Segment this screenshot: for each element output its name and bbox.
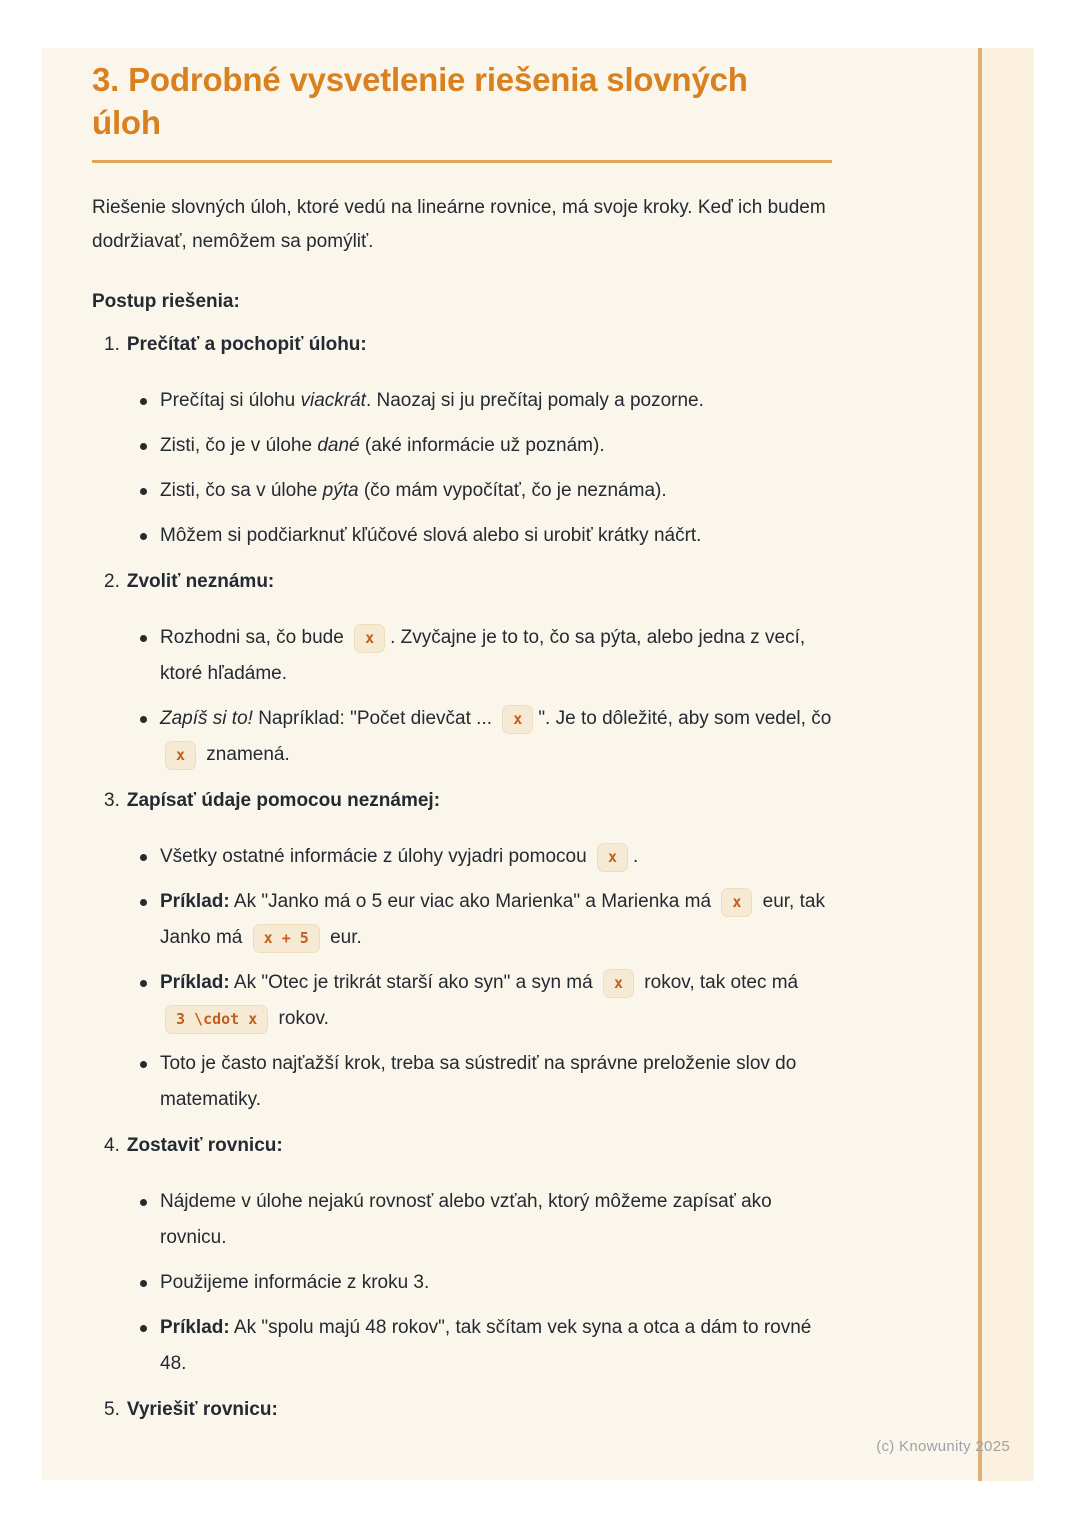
- copyright-footer: (c) Knowunity 2025: [876, 1438, 1010, 1455]
- step-heading: [104, 327, 832, 363]
- step-heading: [104, 783, 832, 819]
- math-chip: x + 5: [253, 924, 320, 953]
- steps-heading: Postup riešenia:: [92, 291, 240, 312]
- side-panel: [978, 48, 1034, 1481]
- bullet-item: Použijeme informácie z kroku 3.: [140, 1265, 832, 1301]
- math-chip: x: [721, 888, 752, 917]
- document-card: [42, 48, 978, 1480]
- step-item: [104, 327, 832, 554]
- bullet-item: Zisti, čo sa v úlohe pýta (čo mám vypočítať, čo je neznáma).: [140, 473, 832, 509]
- bold-text: Príklad:: [160, 1317, 230, 1338]
- bullet-item: Všetky ostatné informácie z úlohy vyjadri pomocou x .: [140, 839, 832, 875]
- step-number: 4.: [104, 1135, 120, 1156]
- bullet-item: Príklad: Ak "Janko má o 5 eur viac ako Marienka" a Marienka má x eur, tak Janko má x + 5 eur.: [140, 884, 832, 956]
- step-number: 5.: [104, 1399, 120, 1420]
- step-number: 3.: [104, 790, 120, 811]
- step-title: Zvoliť neznámu:: [126, 571, 275, 592]
- title-divider: [92, 160, 832, 163]
- math-chip: x: [354, 624, 385, 653]
- bullet-item: Nájdeme v úlohe nejakú rovnosť alebo vzťah, ktorý môžeme zapísať ako rovnicu.: [140, 1184, 832, 1256]
- step-number: 2.: [104, 571, 120, 592]
- bullet-item: Toto je často najťažší krok, treba sa sústrediť na správne preloženie slov do matematiky.: [140, 1046, 832, 1118]
- bullet-list: [104, 1184, 832, 1382]
- bold-text: Príklad:: [160, 972, 230, 993]
- italic-text: pýta: [322, 480, 359, 501]
- bullet-item: Zapíš si to! Napríklad: "Počet dievčat ... x ". Je to dôležité, aby som vedel, čo x znamená.: [140, 701, 832, 773]
- math-chip: 3 \cdot x: [165, 1005, 268, 1034]
- step-title: Zapísať údaje pomocou neznámej:: [126, 790, 441, 811]
- step-title: Prečítať a pochopiť úlohu:: [126, 334, 367, 355]
- intro-paragraph: Riešenie slovných úloh, ktoré vedú na lineárne rovnice, má svoje kroky. Keď ich budem dodržiavať, nemôžem sa pomýliť.: [92, 197, 826, 252]
- bullet-list: [104, 383, 832, 554]
- bullet-item: Zisti, čo je v úlohe dané (aké informácie už poznám).: [140, 428, 832, 464]
- bullet-item: Príklad: Ak "Otec je trikrát starší ako syn" a syn má x rokov, tak otec má 3 \cdot x rokov.: [140, 965, 832, 1037]
- step-item: [104, 1128, 832, 1382]
- italic-text: dané: [317, 435, 360, 456]
- step-heading: [104, 1392, 832, 1428]
- math-chip: x: [165, 741, 196, 770]
- bullet-list: [104, 839, 832, 1118]
- italic-text: Zapíš si to!: [160, 708, 253, 729]
- steps-list: [92, 327, 832, 1428]
- step-item: [104, 1392, 832, 1428]
- step-heading: [104, 1128, 832, 1164]
- bullet-item: Prečítaj si úlohu viackrát. Naozaj si ju prečítaj pomaly a pozorne.: [140, 383, 832, 419]
- step-title: Zostaviť rovnicu:: [126, 1135, 283, 1156]
- page-title: 3. Podrobné vysvetlenie riešenia slovných úloh: [92, 61, 748, 141]
- bullet-item: Príklad: Ak "spolu majú 48 rokov", tak sčítam vek syna a otca a dám to rovné 48.: [140, 1310, 832, 1382]
- bullet-item: Môžem si podčiarknuť kľúčové slová alebo si urobiť krátky náčrt.: [140, 518, 832, 554]
- step-number: 1.: [104, 334, 120, 355]
- step-title: Vyriešiť rovnicu:: [126, 1399, 278, 1420]
- math-chip: x: [603, 969, 634, 998]
- step-item: [104, 564, 832, 773]
- step-heading: [104, 564, 832, 600]
- math-chip: x: [597, 843, 628, 872]
- math-chip: x: [502, 705, 533, 734]
- bold-text: Príklad:: [160, 891, 230, 912]
- bullet-item: Rozhodni sa, čo bude x . Zvyčajne je to to, čo sa pýta, alebo jedna z vecí, ktoré hľadáme.: [140, 620, 832, 692]
- step-item: [104, 783, 832, 1118]
- italic-text: viackrát: [300, 390, 366, 411]
- bullet-list: [104, 620, 832, 773]
